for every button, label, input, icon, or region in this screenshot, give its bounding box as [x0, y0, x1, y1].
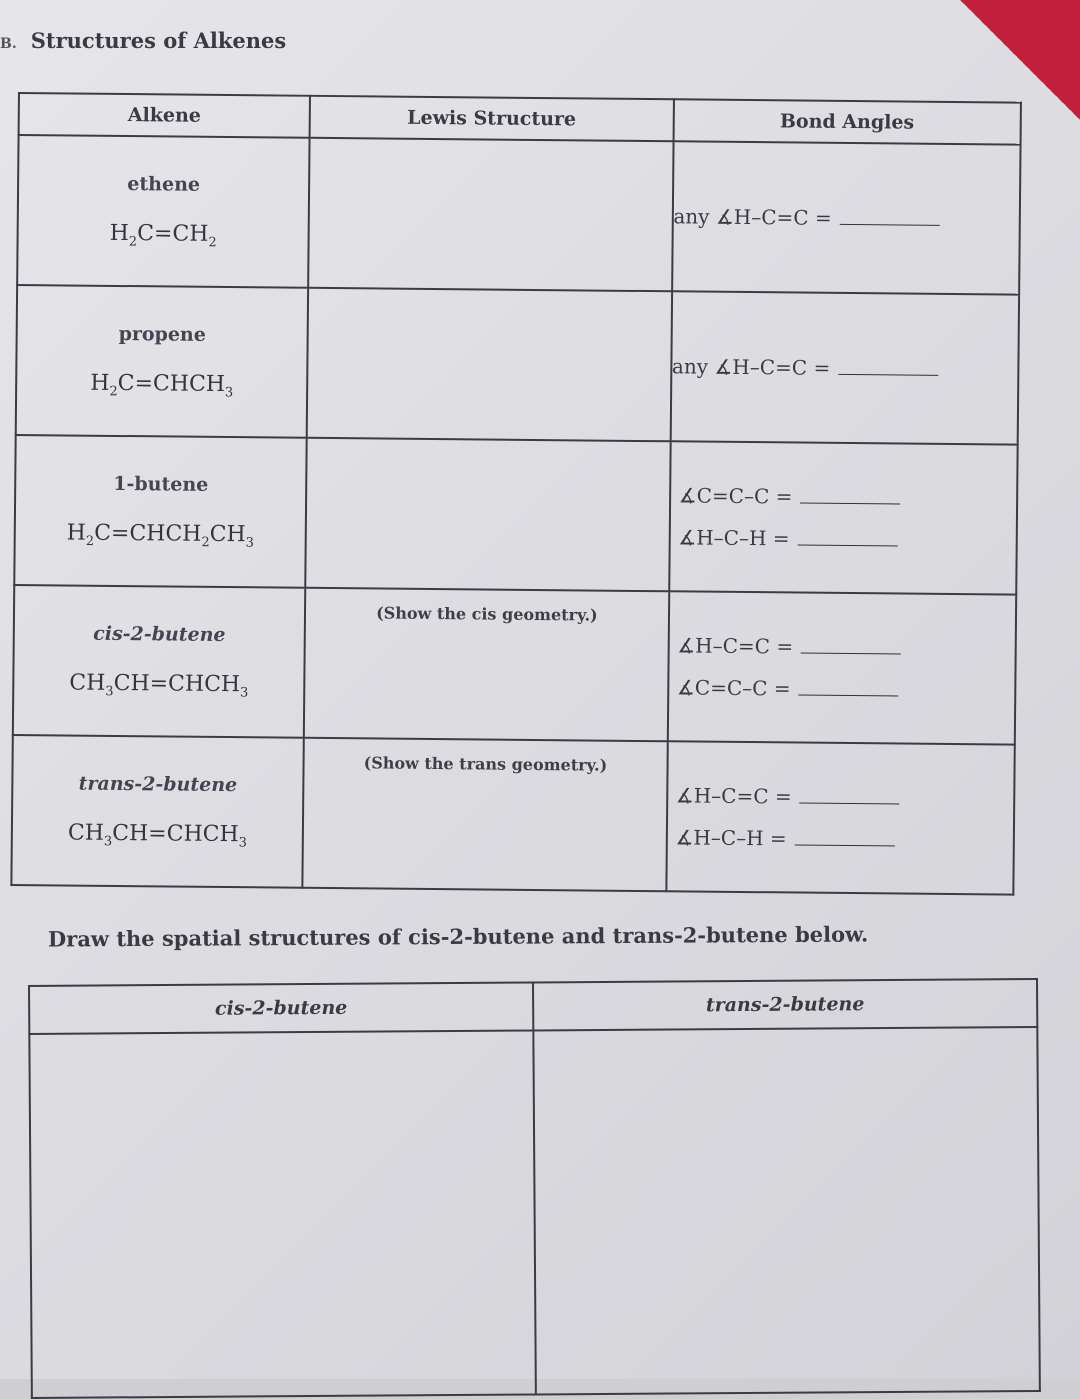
alkene-name: trans-2-butene: [78, 772, 238, 796]
header-cis-2-butene: cis-2-butene: [29, 982, 533, 1034]
angle-label: ∡H–C–H =: [675, 825, 787, 851]
draw-table-body-row: [29, 1027, 1040, 1398]
bond-angles-cell: [667, 591, 1016, 744]
trans-2-butene-drawing-area[interactable]: [533, 1027, 1040, 1395]
spatial-structures-table: [28, 978, 1041, 1399]
bond-angles-cell: [670, 291, 1019, 444]
geometry-note: (Show the trans geometry.): [363, 753, 608, 775]
alkene-formula: $CH_3CH=CHCH_3$: [67, 820, 247, 851]
section-number: B.: [0, 36, 17, 52]
header-trans-2-butene: trans-2-butene: [533, 979, 1037, 1031]
answer-blank[interactable]: [795, 844, 895, 846]
bond-angle-line: [669, 633, 1015, 660]
section-title: [0, 28, 286, 53]
bond-angle-line: [673, 204, 1019, 231]
geometry-note: (Show the cis geometry.): [376, 603, 598, 625]
bond-angle-line: [667, 825, 1013, 852]
answer-blank[interactable]: [799, 695, 899, 697]
lewis-structure-answer-cell[interactable]: [307, 288, 672, 441]
answer-blank[interactable]: [800, 503, 900, 505]
bond-angle-line: [670, 525, 1016, 552]
angle-label: ∡C=C–C =: [676, 675, 791, 701]
lewis-structure-answer-cell[interactable]: [303, 738, 668, 891]
alkene-formula: $CH_3CH=CHCH_3$: [69, 670, 249, 701]
alkene-name: 1-butene: [113, 472, 209, 496]
alkene-name: propene: [118, 322, 206, 346]
lewis-structure-answer-cell[interactable]: [305, 438, 670, 591]
header-lewis-structure: Lewis Structure: [310, 96, 674, 141]
answer-blank[interactable]: [838, 374, 938, 376]
header-alkene: Alkene: [19, 93, 311, 138]
section-title-text: Structures of Alkenes: [30, 28, 287, 53]
bond-angle-line: [672, 354, 1018, 381]
alkene-name: cis-2-butene: [93, 622, 226, 646]
table-row-1-butene: [14, 435, 1017, 595]
bond-angles-cell: [672, 141, 1021, 294]
table-row-propene: [16, 285, 1019, 445]
alkene-formula: $H_2C=CHCH_3$: [90, 370, 234, 401]
answer-blank[interactable]: [840, 224, 940, 226]
alkene-cell: [11, 735, 304, 888]
drawing-instruction: Draw the spatial structures of cis-2-butene and trans-2-butene below.: [47, 921, 869, 952]
lewis-structure-answer-cell[interactable]: [304, 588, 669, 741]
angle-label: ∡H–C=C =: [677, 633, 794, 659]
cis-2-butene-drawing-area[interactable]: [29, 1030, 536, 1398]
bond-angles-cell: [666, 741, 1015, 894]
header-bond-angles: Bond Angles: [673, 99, 1021, 144]
alkene-cell: [14, 435, 307, 588]
alkene-cell: [13, 585, 306, 738]
alkene-structures-table: [10, 92, 1022, 896]
alkene-name: ethene: [127, 172, 201, 196]
angle-label: any ∡H–C=C =: [673, 204, 832, 230]
angle-label: any ∡H–C=C =: [671, 354, 831, 380]
lewis-structure-answer-cell[interactable]: [308, 138, 673, 291]
table-row-cis-2-butene: [13, 585, 1016, 745]
alkene-cell: [16, 285, 309, 438]
bond-angles-cell: [669, 441, 1018, 594]
alkene-formula: $H_2C=CH_2$: [109, 220, 217, 251]
angle-label: ∡H–C=C =: [675, 783, 792, 809]
alkene-formula: $H_2C=CHCH_2CH_3$: [66, 520, 255, 551]
alkene-cell: [17, 135, 310, 288]
answer-blank[interactable]: [800, 803, 900, 805]
table-row-ethene: [17, 135, 1020, 295]
bond-angle-line: [669, 675, 1015, 702]
bond-angle-line: [668, 783, 1014, 810]
answer-blank[interactable]: [801, 653, 901, 655]
angle-label: ∡H–C–H =: [678, 525, 790, 551]
draw-table-header-row: [29, 979, 1037, 1034]
angle-label: ∡C=C–C =: [678, 483, 793, 509]
answer-blank[interactable]: [798, 545, 898, 547]
bond-angle-line: [671, 483, 1017, 510]
table-row-trans-2-butene: [11, 735, 1014, 895]
